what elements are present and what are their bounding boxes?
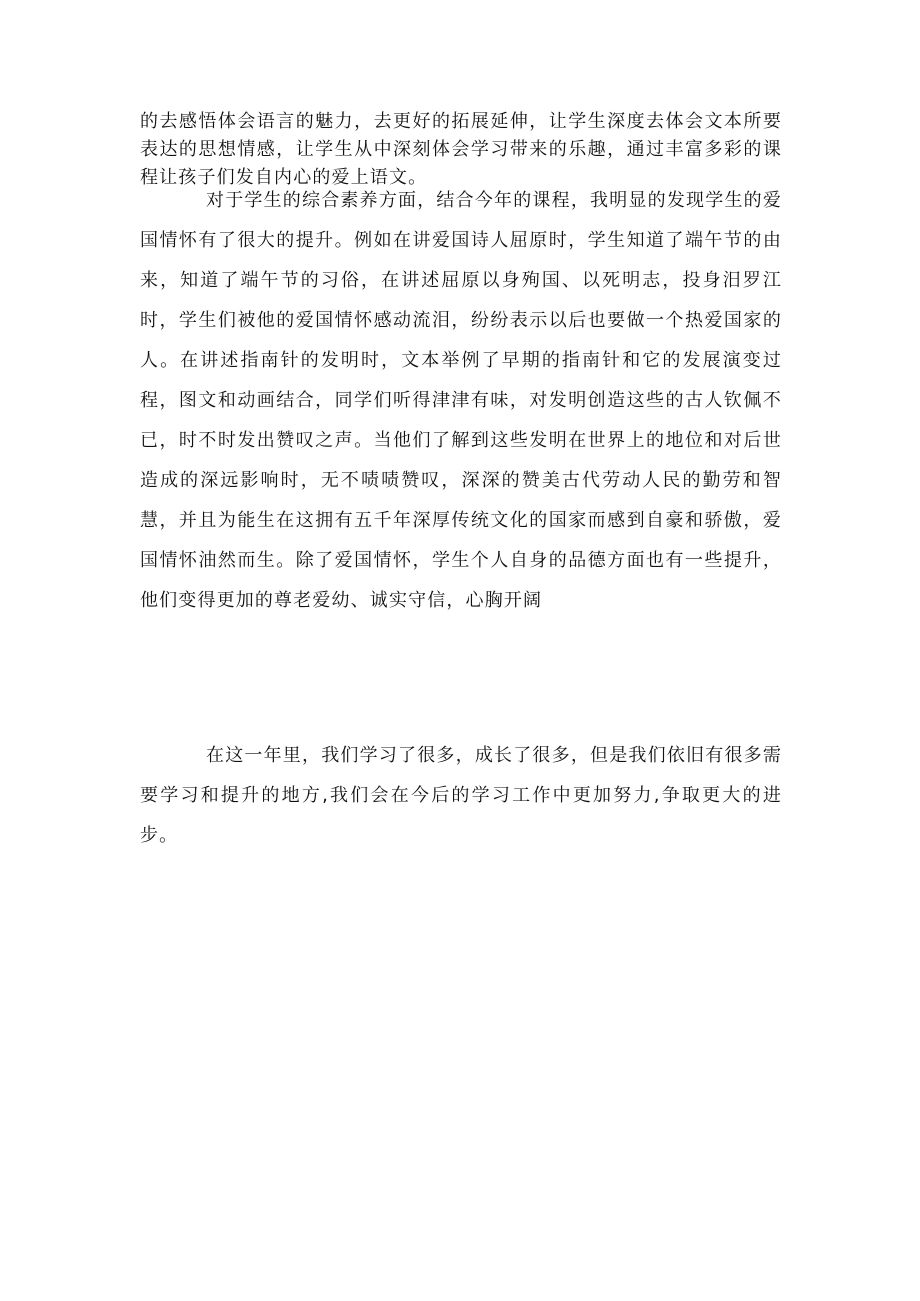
- paragraph-3: 在这一年里，我们学习了很多，成长了很多，但是我们依旧有很多需要学习和提升的地方,我们会在今后的学习工作中更加努力,争取更大的进步。: [140, 745, 782, 846]
- paragraph-1: 的去感悟体会语言的魅力，去更好的拓展延伸，让学生深度去体会文本所要表达的思想情感，让学生从中深刻体会学习带来的乐趣，通过丰富多彩的课程让孩子们发自内心的爱上语文。: [140, 111, 782, 188]
- paragraph-2: 对于学生的综合素养方面，结合今年的课程，我明显的发现学生的爱国情怀有了很大的提升。例如在讲爱国诗人屈原时，学生知道了端午节的由来，知道了端午节的习俗，在讲述屈原以身殉国、以死明志，投身汨罗江时，学生们被他的爱国情怀感动流泪，纷纷表示以后也要做一个热爱国家的人。在讲述指南针的发明时，文本举例了早期的指南针和它的发展演变过程，图文和动画结合，同学们听得津津有味，对发明创造这些的古人钦佩不已，时不时发出赞叹之声。当他们了解到这些发明在世界上的地位和对后世造成的深远影响时，无不啧啧赞叹，深深的赞美古代劳动人民的勤劳和智慧，并且为能生在这拥有五千年深厚传统文化的国家而感到自豪和骄傲，爱国情怀油然而生。除了爱国情怀，学生个人自身的品德方面也有一些提升，他们变得更加的尊老爱幼、诚实守信，心胸开阔: [140, 190, 782, 611]
